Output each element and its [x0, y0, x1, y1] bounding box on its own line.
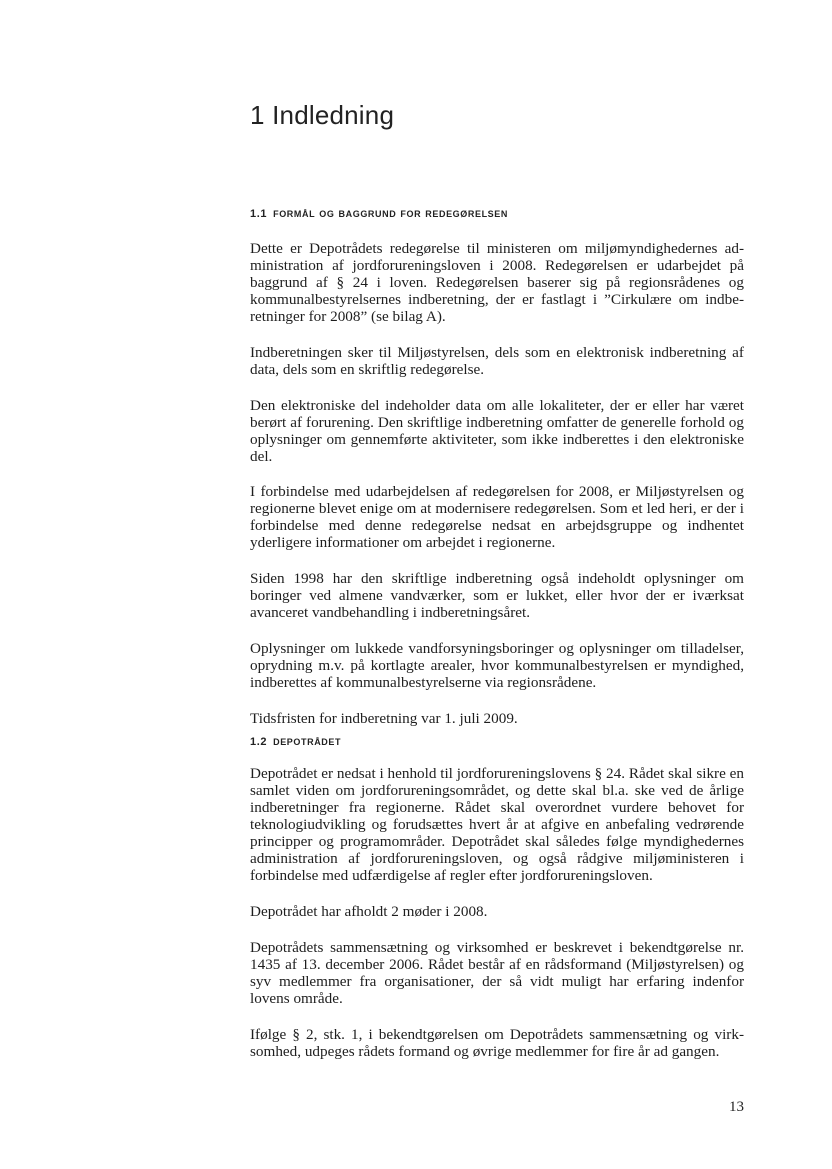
paragraph: Tidsfristen for indberetning var 1. juli 2009.: [250, 710, 518, 727]
paragraph: Indberetningen sker til Miljøstyrelsen, dels som en elektronisk indberetning af data, dels som en skriftlig redegørelse.: [250, 344, 744, 378]
chapter-number: 1: [250, 100, 265, 130]
paragraph: Ifølge § 2, stk. 1, i bekendtgørelsen om Depotrådets sammensætning og virksomhed, udpeges rådets formand og øvrige medlemmer for fire år ad gangen.: [250, 1026, 744, 1060]
paragraph: Siden 1998 har den skriftlige indberetning også indeholdt oplysninger om boringer ved almene vandværker, som er lukket, eller hvor der er iværksat avanceret vandbehandling i indberetningsåret.: [250, 570, 744, 621]
section-title: depotrådet: [273, 734, 342, 748]
paragraph: Oplysninger om lukkede vandforsyningsboringer og oplysninger om tilladelser, oprydning m.v. på kortlagte arealer, hvor kommunalbestyrelsen er myndighed, indberettes af kommunalbestyrelserne via regionsrådene.: [250, 640, 744, 691]
section-heading-1-1: [250, 206, 508, 220]
section-number: 1.1: [250, 208, 268, 220]
section-heading-1-2: [250, 734, 341, 748]
section-number: 1.2: [250, 736, 268, 748]
chapter-title-text: Indledning: [272, 100, 395, 130]
paragraph: Depotrådets sammensætning og virksomhed er beskrevet i bekendtgørelse nr. 1435 af 13. december 2006. Rådet består af en rådsformand (Miljøstyrelsen) og syv medlemmer fra organisationer, der så vidt muligt har erfaring indenfor lovens område.: [250, 939, 744, 1007]
page-number: 13: [729, 1099, 744, 1115]
paragraph: I forbindelse med udarbejdelsen af redegørelsen for 2008, er Miljøstyrelsen og regionerne blevet enige om at modernisere redegørelsen. Som et led heri, er der i forbindelse med denne redegørelse nedsat en arbejdsgruppe og indhentet yderligere informationer om arbejdet i regionerne.: [250, 483, 744, 551]
section-1-1-body: [250, 240, 744, 727]
chapter-title: [250, 100, 394, 131]
paragraph: Den elektroniske del indeholder data om alle lokaliteter, der er eller har været berørt af forurening. Den skriftlige indberetning omfatter de generelle forhold og oplysninger om gennemførte aktiviteter, som ikke indberettes i den elektroniske del.: [250, 397, 744, 465]
section-title: formål og baggrund for redegørelsen: [273, 206, 508, 220]
paragraph: Depotrådet har afholdt 2 møder i 2008.: [250, 903, 488, 920]
paragraph: Dette er Depotrådets redegørelse til ministeren om miljømyndighedernes administration af jordforureningsloven i 2008. Redegørelsen er udarbejdet på baggrund af § 24 i loven. Redegørelsen baserer sig på regionsrådenes og kommunalbestyrelsernes indberetning, der er fastlagt i ”Cirkulære om indberetninger for 2008” (se bilag A).: [250, 240, 744, 325]
paragraph: Depotrådet er nedsat i henhold til jordforureningslovens § 24. Rådet skal sikre en samlet viden om jordforureningsområdet, og dette skal bl.a. ske ved de årlige indberetninger fra regionerne. Rådet skal overordnet vurdere behovet for teknologiudvikling og forudsættes hvert år at afgive en anbefaling vedrørende principper og programområder. Depotrådet skal således følge myndighedernes administration af jordforureningsloven, og også rådgive miljøministeren i forbindelse med udfærdigelse af regler efter jordforureningsloven.: [250, 765, 744, 884]
section-1-2-body: [250, 765, 744, 1060]
